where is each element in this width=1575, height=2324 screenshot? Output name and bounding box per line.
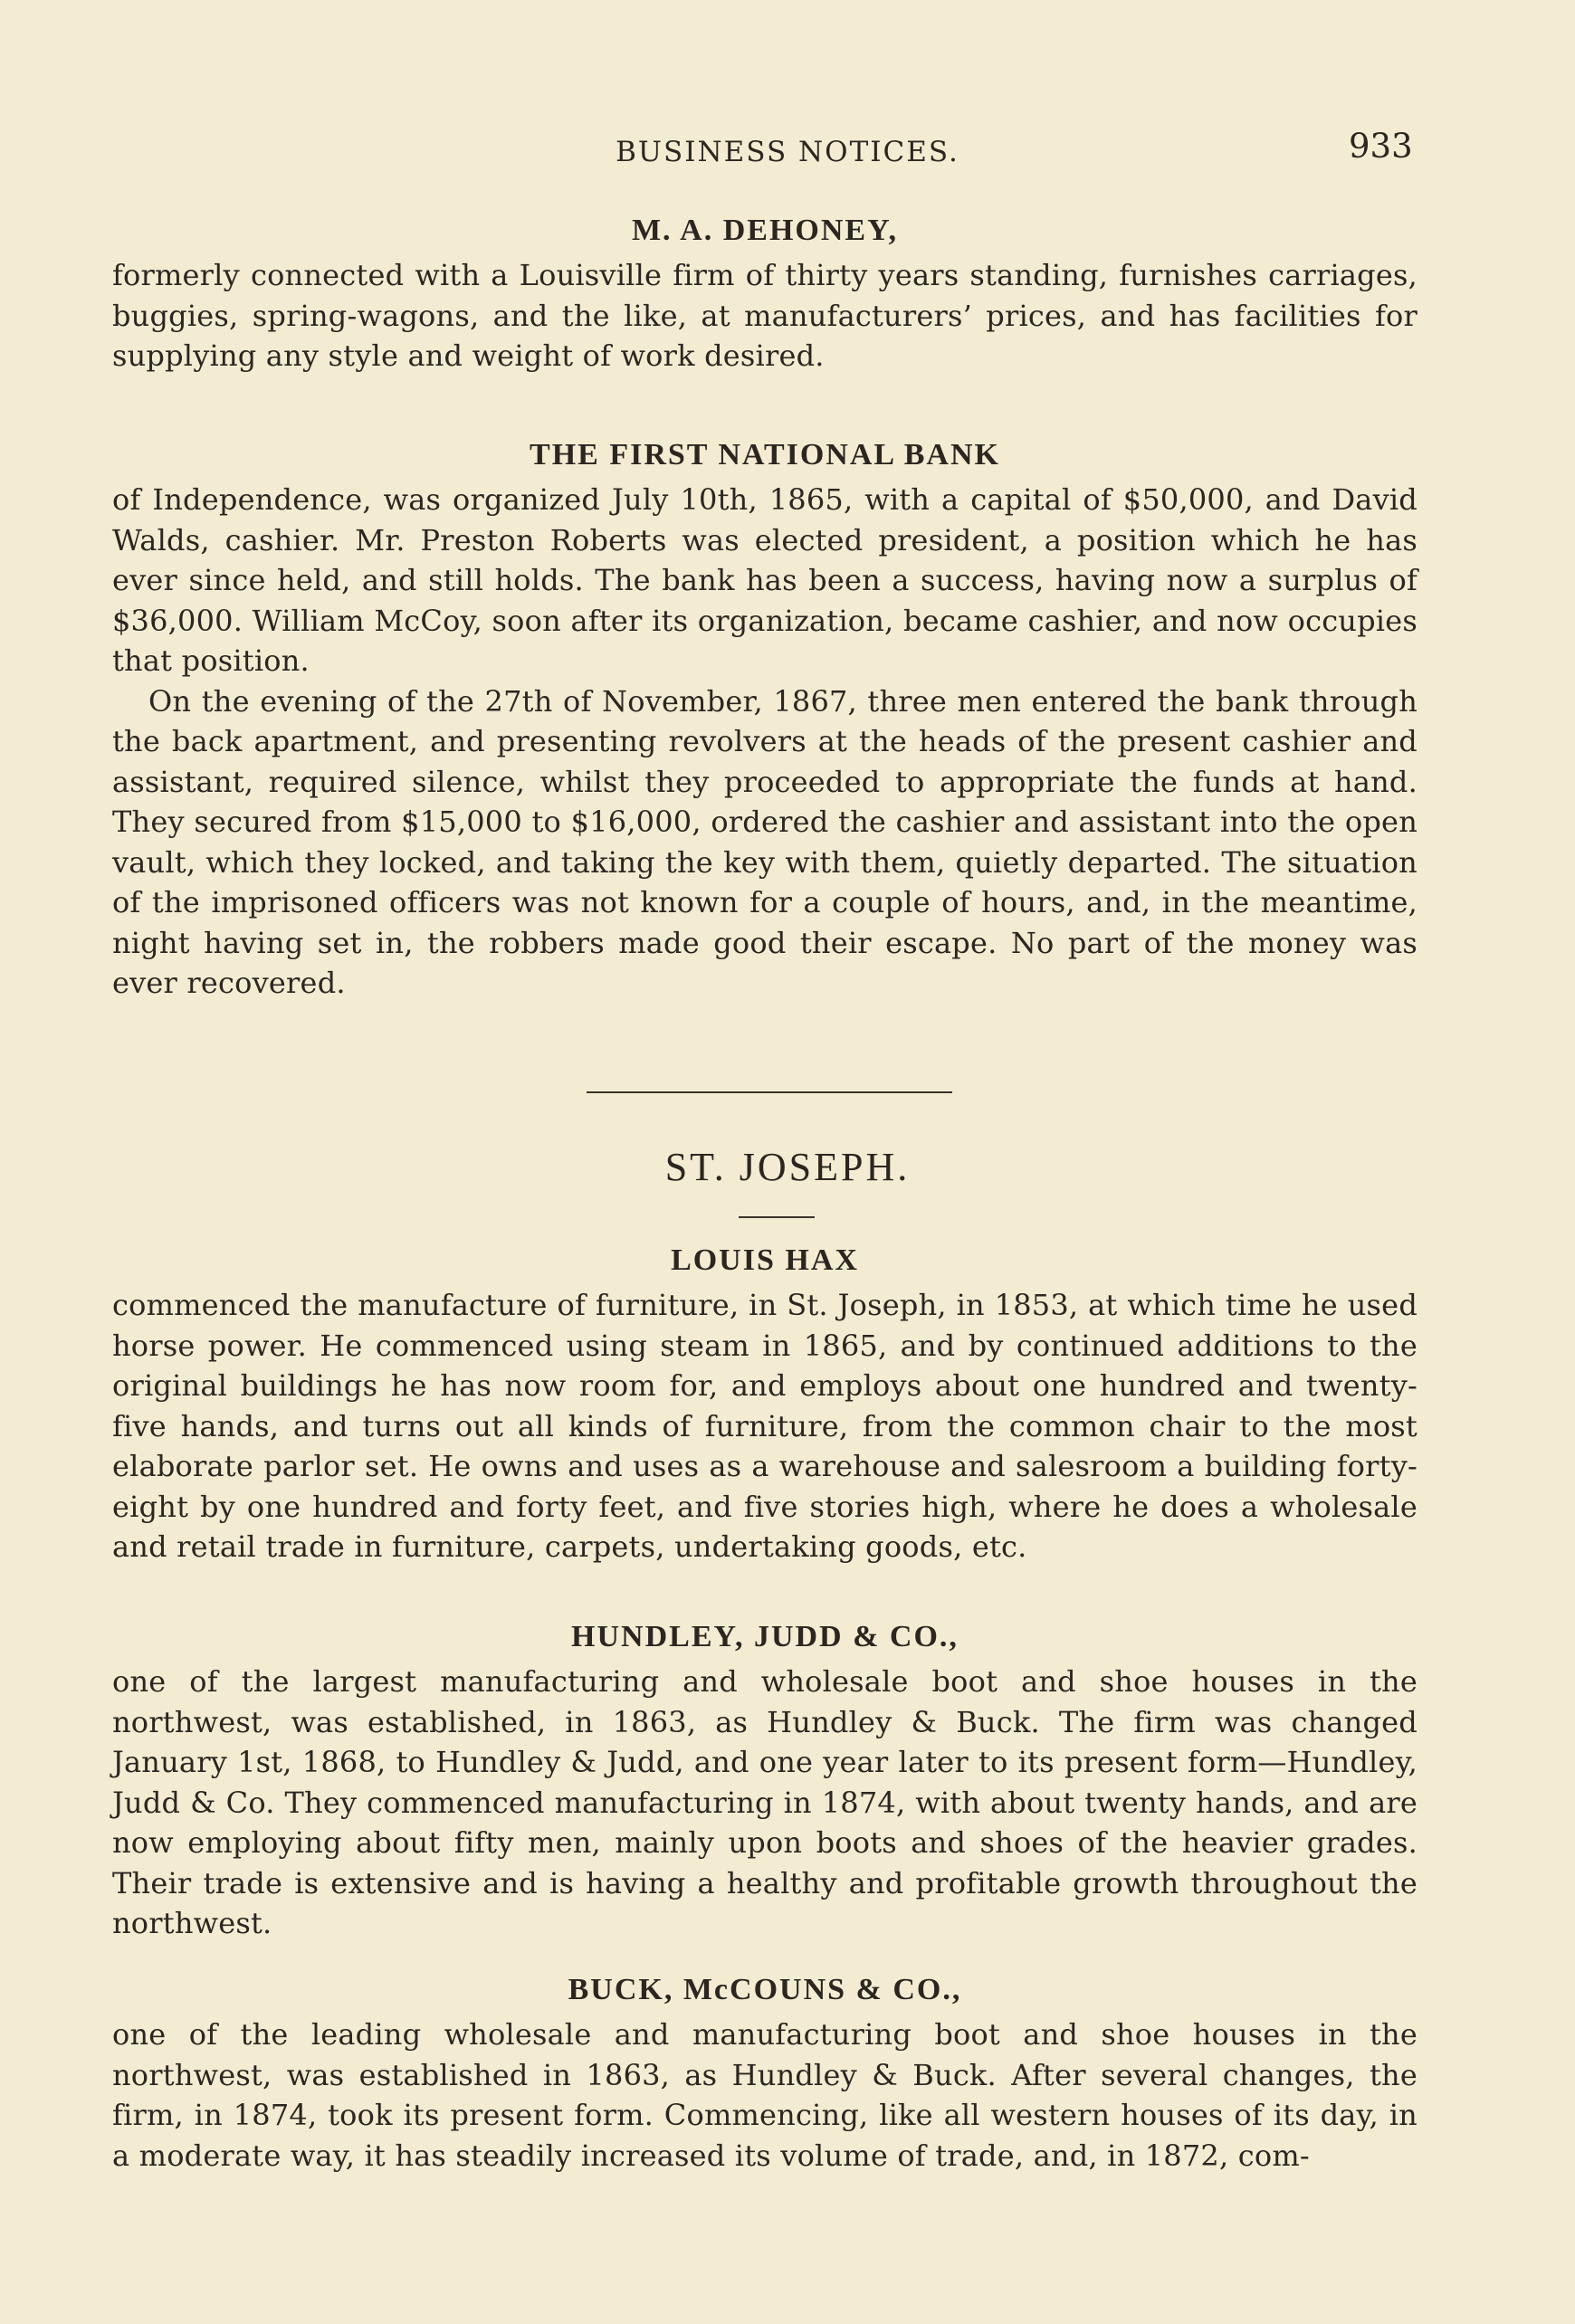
entry-heading: BUCK, McCOUNS & CO., xyxy=(568,1973,962,2006)
entry-buck-mccouns xyxy=(112,1973,1418,2176)
page-header xyxy=(0,127,1575,181)
entry-dehoney xyxy=(112,214,1418,376)
entry-paragraph: commenced the manufacture of furniture, in St. Joseph, in 1853, at which time he used horse power. He commenced using steam in 1865, and by continued additions to the original buildings he has now room for, and employs about one hundred and twenty-five hands, and turns out all kinds of furniture, from the common chair to the most elaborate parlor set. He owns and uses as a warehouse and salesroom a building forty-eight by one hundred and forty feet, and five stories high, where he does a wholesale and retail trade in furniture, carpets, undertaking goods, etc. xyxy=(112,1288,1418,1564)
entry-heading: M. A. DEHONEY, xyxy=(631,214,899,247)
entry-paragraph: one of the leading wholesale and manufacturing boot and shoe houses in the northwest, was established in 1863, as Hundley & Buck. After several changes, the firm, in 1874, took its present form. Commencing, like all western houses of its day, in a moderate way, it has steadily increased its volume of trade, and, in 1872, com- xyxy=(112,2017,1418,2173)
entry-heading: LOUIS HAX xyxy=(671,1243,859,1277)
entry-paragraph: of Independence, was organized July 10th, 1865, with a capital of $50,000, and David Walds, cashier. Mr. Preston Roberts was elected president, a position which he has ever since held, and still holds. The bank has been a success, having now a surplus of $36,000. William McCoy, soon after its organization, became cashier, and now occupies that position. xyxy=(112,482,1418,678)
entry-paragraph: formerly connected with a Louisville firm of thirty years standing, furnishes carriages, buggies, spring-wagons, and the like, at manufacturers’ prices, and has facilities for supplying any style and weight of work desired. xyxy=(112,258,1418,373)
entry-paragraph: On the evening of the 27th of November, 1867, three men entered the bank through the back apartment, and presenting revolvers at the heads of the present cashier and assistant, required silence, whilst they proceeded to appropriate the funds at hand. They secured from $15,000 to $16,000, ordered the cashier and assistant into the open vault, which they locked, and taking the key with them, quietly departed. The situation of the imprisoned officers was not known for a couple of hours, and, in the meantime, night having set in, the robbers made good their escape. No part of the money was ever recovered. xyxy=(112,683,1418,1000)
section-title: ST. JOSEPH. xyxy=(664,1145,911,1189)
entry-first-national-bank xyxy=(112,438,1418,1004)
running-head: BUSINESS NOTICES. xyxy=(616,136,959,168)
section-divider-rule xyxy=(587,1091,952,1093)
entry-paragraph: one of the largest manufacturing and wholesale boot and shoe houses in the northwest, was established, in 1863, as Hundley & Buck. The firm was changed January 1st, 1868, to Hundley & Judd, and one year later to its present form—Hundley, Judd & Co. They commenced manufacturing in 1874, with about twenty hands, and are now employing about fifty men, mainly upon boots and shoes of the heavier grades. Their trade is extensive and is having a healthy and profitable growth throughout the northwest. xyxy=(112,1664,1418,1940)
section-title-underline xyxy=(739,1216,815,1218)
entry-heading: HUNDLEY, JUDD & CO., xyxy=(571,1620,959,1653)
page-number: 933 xyxy=(1349,127,1413,166)
entry-hundley-judd xyxy=(112,1620,1418,1944)
entry-louis-hax xyxy=(112,1243,1418,1567)
entry-heading: THE FIRST NATIONAL BANK xyxy=(530,438,1000,471)
